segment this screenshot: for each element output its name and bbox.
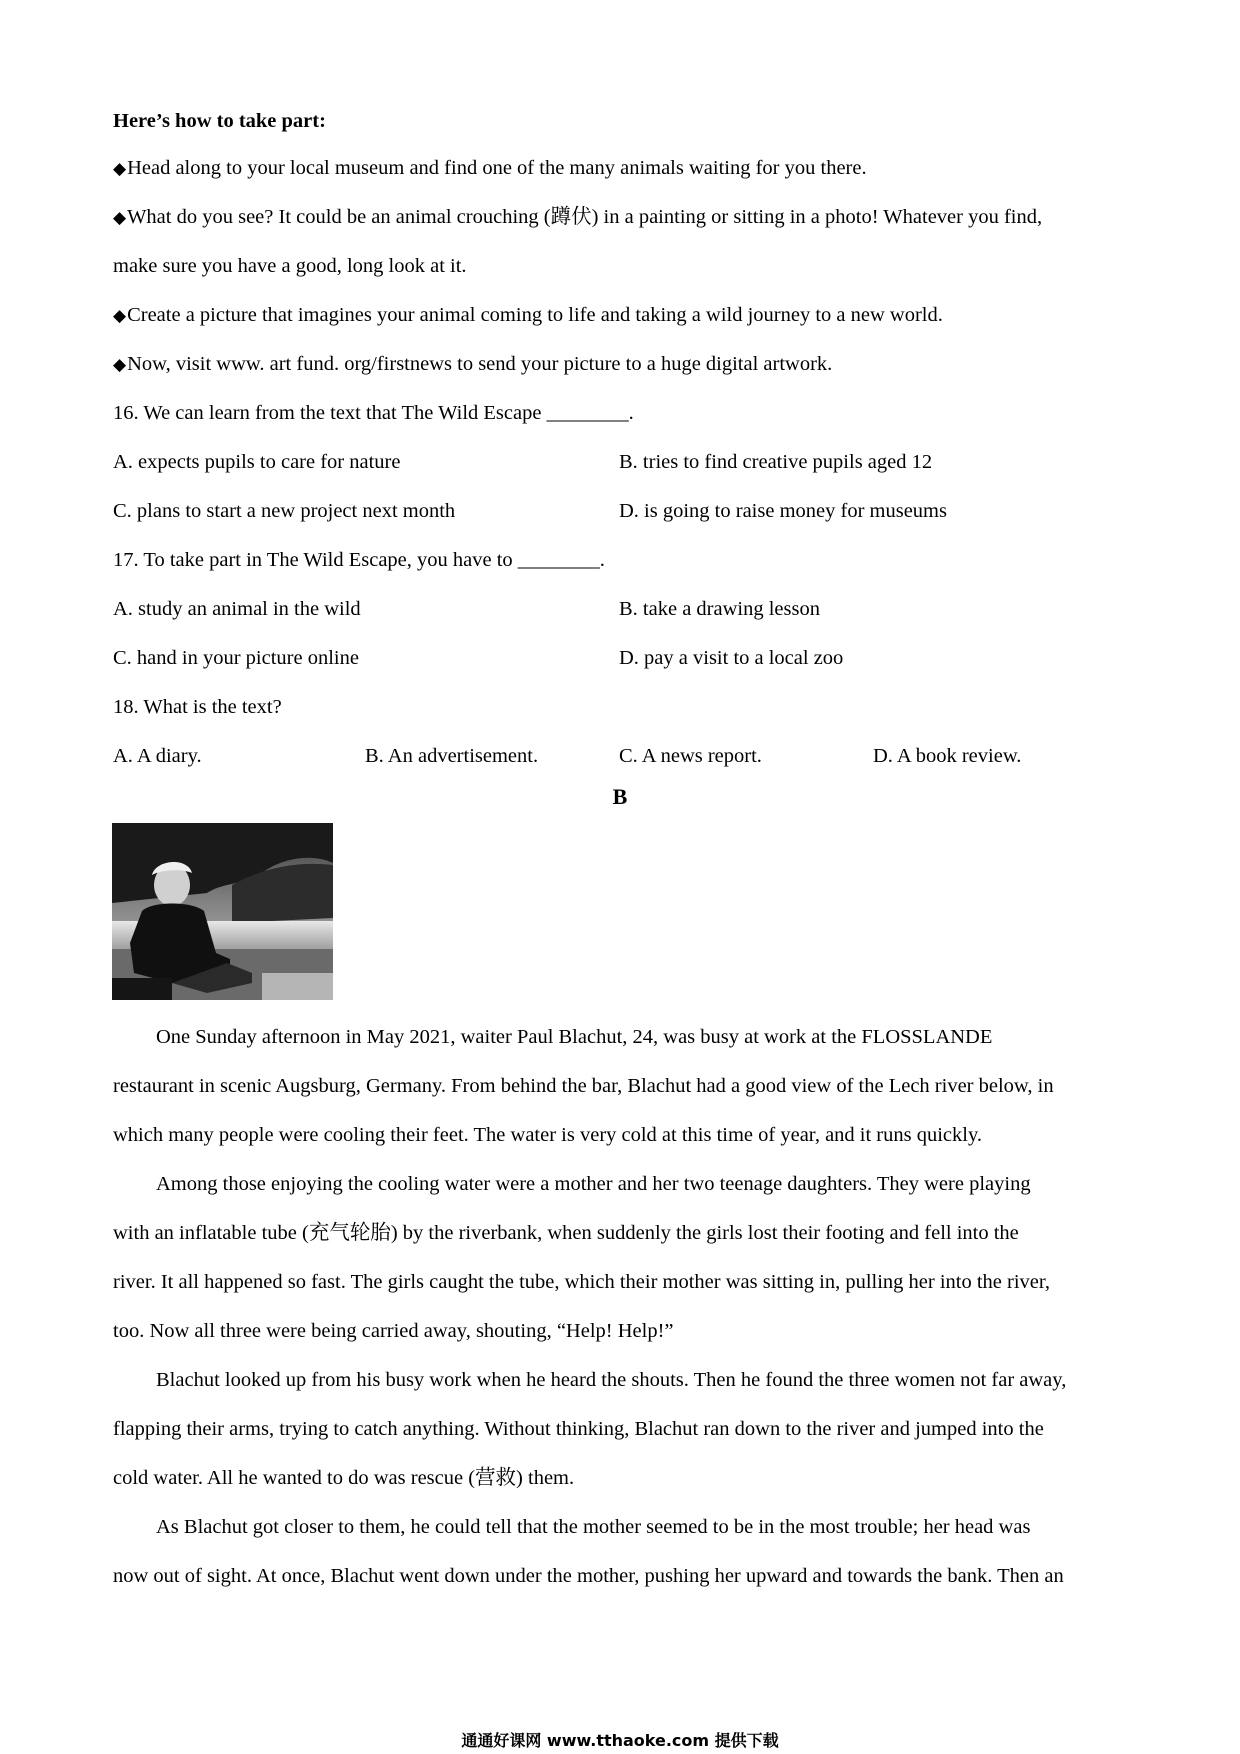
passage-line: One Sunday afternoon in May 2021, waiter Paul Blachut, 24, was busy at work at the FLOSSLANDE: [156, 1026, 993, 1048]
question-16-stem: 16. We can learn from the text that The Wild Escape ________.: [113, 402, 634, 424]
passage-line: Among those enjoying the cooling water were a mother and her two teenage daughters. They were playing: [156, 1173, 1031, 1195]
bullet-text: What do you see? It could be an animal crouching (蹲伏) in a painting or sitting in a photo! Whatever you find,: [127, 206, 1043, 228]
passage-line: now out of sight. At once, Blachut went down under the mother, pushing her upward and towards the bank. Then an: [113, 1565, 1064, 1587]
q18-option-b: B. An advertisement.: [365, 745, 539, 767]
bullet-2: [113, 204, 1042, 231]
photo-man-by-river: [112, 823, 333, 1000]
q18-option-d: D. A book review.: [873, 745, 1022, 767]
passage-line: flapping their arms, trying to catch anything. Without thinking, Blachut ran down to the river and jumped into the: [113, 1418, 1044, 1440]
question-18-stem: 18. What is the text?: [113, 696, 282, 718]
how-to-heading: Here’s how to take part:: [113, 110, 326, 132]
passage-line: with an inflatable tube (充气轮胎) by the riverbank, when suddenly the girls lost their footing and fell into the: [113, 1222, 1019, 1244]
q16-option-a: A. expects pupils to care for nature: [113, 451, 401, 473]
passage-line: river. It all happened so fast. The girls caught the tube, which their mother was sitting in, pulling her into the river,: [113, 1271, 1051, 1293]
q16-option-b: B. tries to find creative pupils aged 12: [619, 451, 933, 473]
page-footer: 通通好课网 www.tthaoke.com 提供下载: [461, 1731, 779, 1750]
bullet-text: Create a picture that imagines your animal coming to life and taking a wild journey to a new world.: [127, 304, 943, 326]
section-b-heading: B: [612, 784, 628, 809]
q18-option-a: A. A diary.: [113, 745, 202, 767]
bullet-4: [113, 351, 832, 378]
q16-option-d: D. is going to raise money for museums: [619, 500, 947, 522]
q16-option-c: C. plans to start a new project next month: [113, 500, 456, 522]
passage-line: cold water. All he wanted to do was rescue (营救) them.: [113, 1467, 575, 1489]
bullet-text: Now, visit www. art fund. org/firstnews to send your picture to a huge digital artwork.: [127, 353, 833, 375]
passage-line: which many people were cooling their feet. The water is very cold at this time of year, and it runs quickly.: [113, 1124, 983, 1146]
bullet-1: [113, 155, 867, 182]
question-17-stem: 17. To take part in The Wild Escape, you have to ________.: [113, 549, 605, 571]
q18-option-c: C. A news report.: [619, 745, 762, 767]
q17-option-b: B. take a drawing lesson: [619, 598, 820, 620]
diamond-bullet-icon: ◆: [113, 159, 127, 179]
diamond-bullet-icon: ◆: [113, 208, 127, 228]
diamond-bullet-icon: ◆: [113, 355, 127, 375]
q17-option-d: D. pay a visit to a local zoo: [619, 647, 844, 669]
q17-option-c: C. hand in your picture online: [113, 647, 359, 669]
passage-line: too. Now all three were being carried away, shouting, “Help! Help!”: [113, 1320, 674, 1342]
bullet-3: [113, 302, 943, 329]
bullet-text: Head along to your local museum and find one of the many animals waiting for you there.: [127, 157, 867, 179]
passage-line: As Blachut got closer to them, he could tell that the mother seemed to be in the most trouble; her head was: [156, 1516, 1031, 1538]
diamond-bullet-icon: ◆: [113, 306, 127, 326]
q17-option-a: A. study an animal in the wild: [113, 598, 361, 620]
bullet-2-continuation: make sure you have a good, long look at it.: [113, 255, 467, 277]
passage-line: Blachut looked up from his busy work when he heard the shouts. Then he found the three women not far away,: [156, 1369, 1067, 1391]
passage-line: restaurant in scenic Augsburg, Germany. From behind the bar, Blachut had a good view of the Lech river below, in: [113, 1075, 1054, 1097]
